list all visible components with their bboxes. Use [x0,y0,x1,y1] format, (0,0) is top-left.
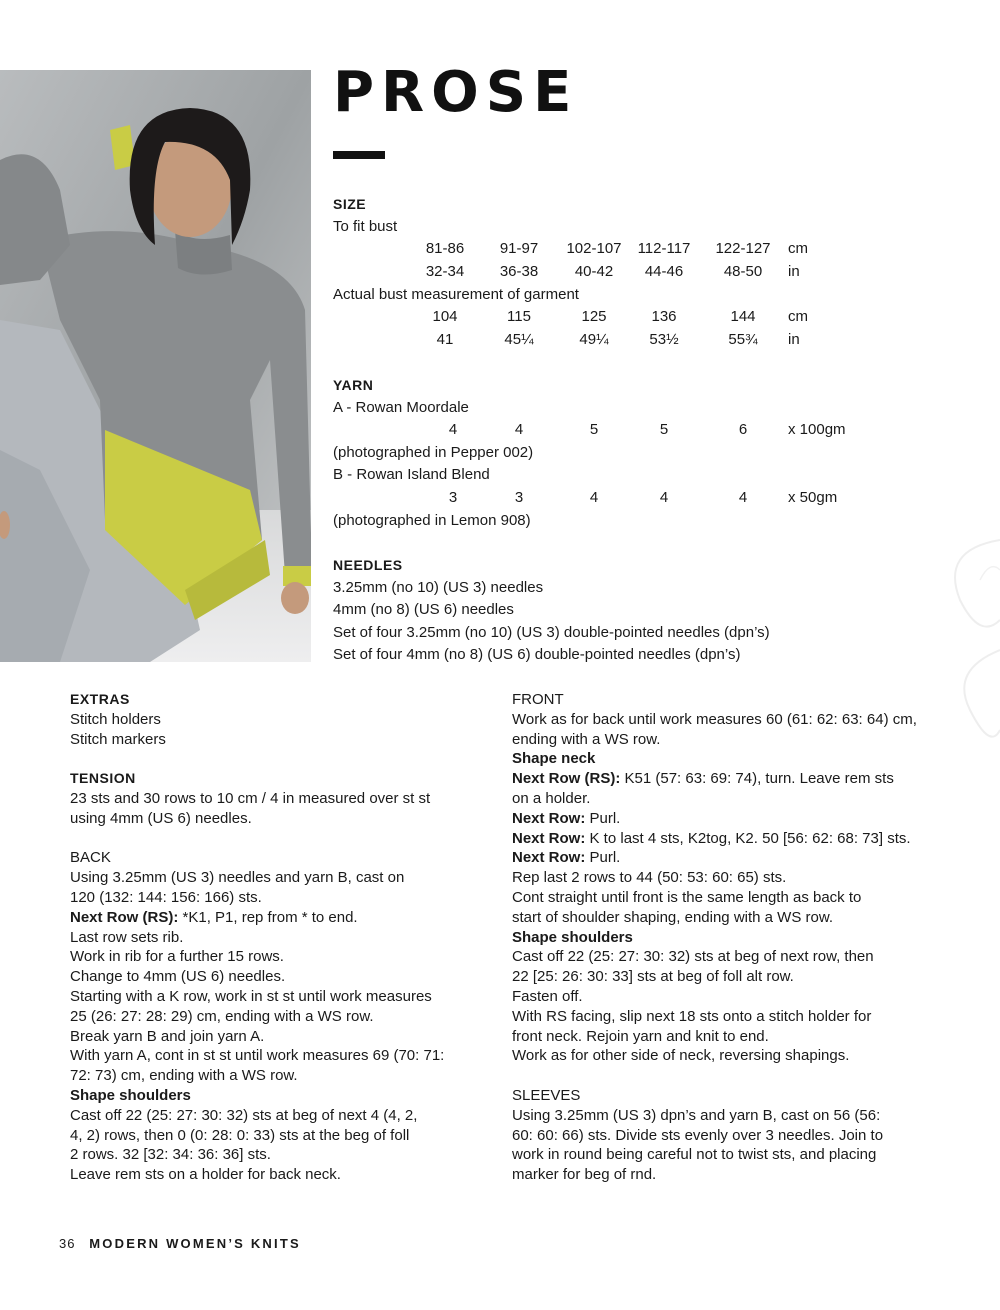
front-line: Work as for other side of neck, reversing shapings. [512,1047,850,1065]
back-line: 25 (26: 27: 28: 29) cm, ending with a WS row. [70,1007,374,1025]
right-column [512,690,952,1185]
yarn-qty: 5 [659,421,669,438]
extras-item: Stitch holders [70,710,161,728]
needle-item: Set of four 4mm (no 8) (US 6) double-pointed needles (dpn’s) [333,646,741,664]
size-heading: SIZE [333,196,367,212]
size-value: 125 [581,308,607,325]
yarn-a-note: (photographed in Pepper 002) [333,444,534,461]
book-title: MODERN WOMEN’S KNITS [89,1236,301,1251]
row-instruction: *K1, P1, rep from * to end. [178,908,358,926]
actual-in-row [333,329,893,351]
size-value: 104 [432,308,458,325]
back-line: Using 3.25mm (US 3) needles and yarn B, cast on [70,869,405,887]
pattern-title: PROSE [333,60,579,125]
left-column [70,690,490,1185]
model-photo [0,70,311,662]
back-line: With yarn A, cont in st st until work measures 69 (70: 71: [70,1047,445,1065]
back-line [70,908,490,928]
sleeves-line: work in round being careful not to twist sts, and placing [512,1146,877,1164]
back-line: Starting with a K row, work in st st until work measures [70,987,432,1005]
size-value: 122-127 [715,240,771,257]
sleeves-line: marker for beg of rnd. [512,1166,657,1184]
front-line: start of shoulder shaping, ending with a WS row. [512,908,834,926]
size-value: 44-46 [644,263,684,280]
row-label: Next Row (RS): [70,908,179,926]
yarn-qty: 4 [659,489,669,506]
yarn-unit: x 100gm [788,421,846,438]
page-footer [59,1236,301,1251]
back-line: Break yarn B and join yarn A. [70,1027,265,1045]
shape-shoulders-label: Shape shoulders [70,1086,191,1104]
row-instruction: K to last 4 sts, K2tog, K2. 50 [56: 62: 68: 73] sts. [585,829,911,847]
yarn-qty: 5 [589,421,599,438]
row-instruction: K51 (57: 63: 69: 74), turn. Leave rem sts [620,770,894,788]
back-line: Leave rem sts on a holder for back neck. [70,1166,341,1184]
actual-cm-row [333,306,893,328]
decorative-flower-icon [920,520,1000,780]
size-value: 49¼ [579,331,609,348]
size-value: 41 [436,331,454,348]
extras-item: Stitch markers [70,730,166,748]
yarn-qty: 4 [514,421,524,438]
back-line: 2 rows. 32 [32: 34: 36: 36] sts. [70,1146,271,1164]
front-subheading [512,928,952,948]
shape-neck-label: Shape neck [512,750,596,768]
yarn-qty: 6 [738,421,748,438]
size-value: 48-50 [723,263,763,280]
front-line: 22 [25: 26: 30: 33] sts at beg of foll alt row. [512,968,794,986]
tension-heading: TENSION [70,770,136,787]
front-line: Rep last 2 rows to 44 (50: 53: 60: 65) sts. [512,869,787,887]
yarn-qty: 3 [514,489,524,506]
row-label: Next Row: [512,809,586,827]
row-label: Next Row: [512,849,586,867]
shape-shoulders-label: Shape shoulders [512,928,633,946]
size-value: 102-107 [566,240,622,257]
row-instruction: Purl. [585,849,621,867]
front-line: on a holder. [512,789,591,807]
back-line: Cast off 22 (25: 27: 30: 32) sts at beg of next 4 (4, 2, [70,1106,418,1124]
yarn-heading: YARN [333,377,374,393]
sleeves-line: Using 3.25mm (US 3) dpn’s and yarn B, cast on 56 (56: [512,1106,881,1124]
size-fit-cm-row [333,238,893,260]
size-value: 53½ [649,331,679,348]
back-line: Change to 4mm (US 6) needles. [70,968,286,986]
unit-label: in [788,331,800,348]
size-value: 112-117 [637,240,691,257]
front-line: Cont straight until front is the same length as back to [512,888,862,906]
size-value: 81-86 [425,240,465,257]
front-line: front neck. Rejoin yarn and knit to end. [512,1027,769,1045]
size-section [333,193,893,353]
yarn-b-name: B - Rowan Island Blend [333,466,490,483]
size-value: 144 [730,308,756,325]
extras-heading: EXTRAS [70,691,130,707]
size-value: 136 [651,308,677,325]
front-line [512,829,952,849]
actual-bust-label: Actual bust measurement of garment [333,286,579,303]
row-label: Next Row (RS): [512,770,621,788]
sleeves-line: 60: 60: 66) sts. Divide sts evenly over 3 needles. Join to [512,1126,884,1144]
page-number: 36 [59,1236,76,1251]
yarn-qty: 4 [738,489,748,506]
size-value: 115 [507,308,531,325]
yarn-qty: 3 [448,489,458,506]
front-line [512,769,952,789]
front-heading: FRONT [512,691,564,708]
yarn-qty: 4 [589,489,599,506]
yarn-a-name: A - Rowan Moordale [333,398,469,416]
unit-label: cm [788,240,808,257]
front-subheading [512,749,952,769]
row-instruction: Purl. [585,809,621,827]
back-subheading [70,1086,490,1106]
front-line: ending with a WS row. [512,730,661,748]
sleeves-heading: SLEEVES [512,1086,581,1104]
size-value: 32-34 [425,263,465,280]
size-fit-in-row [333,261,893,283]
back-line: 120 (132: 144: 156: 166) sts. [70,888,262,906]
front-line: Work as for back until work measures 60 (61: 62: 63: 64) cm, [512,710,917,728]
front-line [512,848,952,868]
size-fit-label: To fit bust [333,217,398,235]
size-value: 55¾ [728,331,758,348]
size-value: 36-38 [499,263,539,280]
size-value: 40-42 [574,263,614,280]
size-value: 45¼ [504,331,534,348]
front-line: Cast off 22 (25: 27: 30: 32) sts at beg of next row, then [512,948,874,966]
size-value: 91-97 [499,240,539,257]
tension-line: using 4mm (US 6) needles. [70,809,252,827]
front-line [512,809,952,829]
back-line: Work in rib for a further 15 rows. [70,948,284,966]
needles-heading: NEEDLES [333,557,403,573]
unit-label: cm [788,308,808,325]
yarn-unit: x 50gm [788,489,838,506]
back-line: 72: 73) cm, ending with a WS row. [70,1067,298,1085]
needle-item: Set of four 3.25mm (no 10) (US 3) double-pointed needles (dpn’s) [333,623,770,641]
back-line: 4, 2) rows, then 0 (0: 28: 0: 33) sts at the beg of foll [70,1126,410,1144]
front-line: Fasten off. [512,987,583,1005]
needle-item: 3.25mm (no 10) (US 3) needles [333,578,544,596]
needles-section [333,554,893,667]
back-heading: BACK [70,849,111,867]
yarn-b-note: (photographed in Lemon 908) [333,512,531,529]
yarn-a-qty-row [333,419,893,441]
title-underline [333,151,385,159]
row-label: Next Row: [512,829,586,847]
unit-label: in [788,263,800,280]
needle-item: 4mm (no 8) (US 6) needles [333,601,514,619]
yarn-qty: 4 [448,421,458,438]
yarn-b-qty-row [333,487,893,509]
front-line: With RS facing, slip next 18 sts onto a stitch holder for [512,1007,872,1025]
tension-line: 23 sts and 30 rows to 10 cm / 4 in measured over st st [70,789,431,807]
back-line: Last row sets rib. [70,928,184,946]
yarn-section [333,374,893,534]
